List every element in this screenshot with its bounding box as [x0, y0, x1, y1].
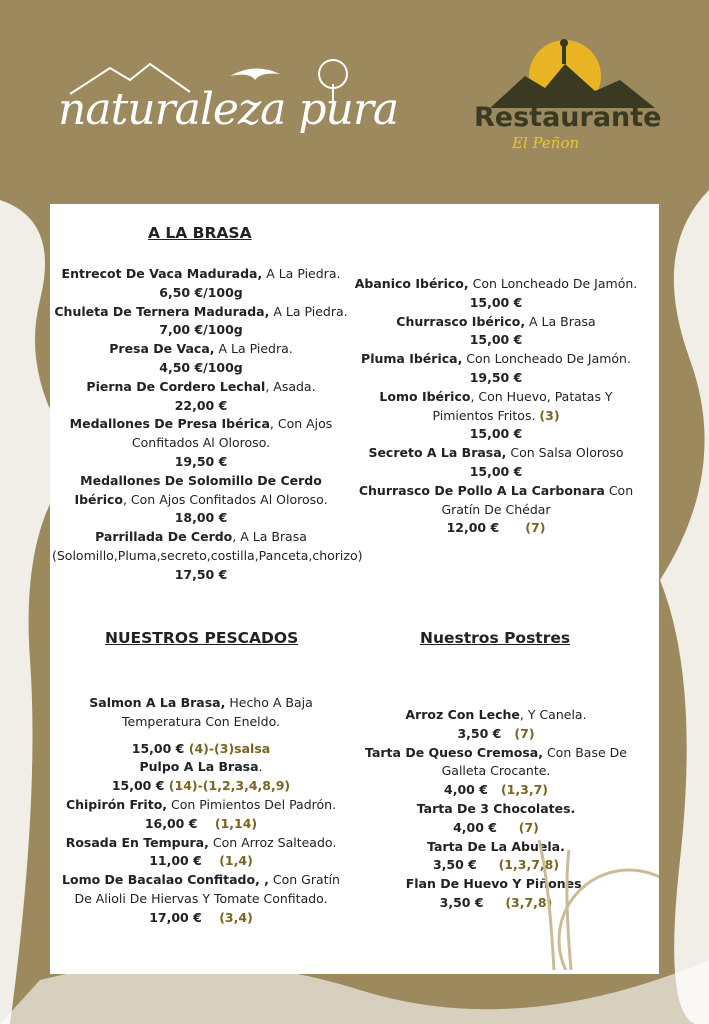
menu-item: [52, 340, 350, 378]
item-price: 15,00 €: [111, 778, 165, 794]
item-price: 15,00 €: [469, 294, 523, 310]
menu-item: [350, 388, 642, 444]
menu-item: [52, 415, 350, 471]
menu-item: [52, 378, 350, 416]
plate-cutlery-sketch-icon: [509, 820, 659, 970]
item-name: Lomo Ibérico: [379, 388, 471, 404]
item-price: 15,00 €: [469, 332, 523, 348]
menu-item: [52, 265, 350, 303]
item-allergens: (3,7,8): [505, 894, 553, 910]
item-desc: Con Salsa Oloroso: [506, 445, 624, 461]
item-name: Flan De Huevo Y Piñones.: [405, 876, 587, 892]
menu-item: [52, 303, 350, 341]
menu-item: [350, 313, 642, 351]
item-desc: Con Pimientos Del Padrón.: [167, 796, 337, 812]
item-allergens: (3): [539, 407, 560, 423]
item-allergens: (7): [525, 520, 546, 536]
item-price: 3,50 €: [457, 725, 502, 741]
item-price: 3,50 €: [432, 857, 477, 873]
item-allergens: (1,3,7): [500, 782, 548, 798]
header-band: [0, 0, 709, 160]
item-allergens: (7): [514, 725, 535, 741]
restaurante-el-penon-logo: [470, 36, 665, 156]
right-logo-subtitle: El Peñon: [512, 134, 580, 152]
item-price: 17,50 €: [174, 566, 228, 582]
item-desc: , Asada.: [265, 378, 316, 394]
item-price: 19,50 €: [469, 369, 523, 385]
item-name: Pulpo A La Brasa: [139, 759, 259, 775]
item-name: Abanico Ibérico,: [354, 276, 469, 291]
item-name: Parrillada De Cerdo: [95, 529, 233, 545]
item-price: 11,00 €: [149, 853, 202, 869]
item-price: 4,50 €/100g: [159, 359, 243, 375]
item-desc: Con Loncheado De Jamón.: [462, 351, 631, 367]
item-name: Tarta De Queso Cremosa,: [365, 744, 543, 760]
menu-item: [52, 694, 350, 732]
item-price: 15,00 €: [131, 740, 185, 756]
item-allergens: (1,3,7,8): [498, 857, 560, 873]
menu-item: [52, 796, 350, 834]
item-price: 15,00 €: [469, 463, 523, 479]
item-allergens: (1,14): [214, 815, 258, 831]
item-name: Arroz Con Leche: [405, 707, 520, 722]
left-logo-text: naturaleza pura: [58, 84, 399, 135]
item-price: 16,00 €: [144, 815, 198, 831]
item-name: Secreto A La Brasa,: [368, 445, 507, 461]
menu-item: [52, 834, 350, 872]
item-name: Salmon A La Brasa,: [89, 695, 226, 710]
item-name: Presa De Vaca,: [109, 341, 215, 357]
menu-item: [350, 444, 642, 482]
item-price: 15,00 €: [469, 426, 523, 442]
item-name: Chipirón Frito,: [65, 796, 168, 812]
item-name: Tarta De 3 Chocolates.: [416, 800, 576, 816]
item-price: 12,00 € (7): [446, 520, 546, 536]
item-name: Chuleta De Ternera Madurada,: [54, 303, 270, 319]
item-name: Lomo De Bacalao Confitado, ,: [62, 872, 269, 888]
item-desc: Con Arroz Salteado.: [208, 834, 337, 850]
menu-item: [52, 472, 350, 528]
naturaleza-pura-logo: [50, 60, 399, 140]
menu-item: [350, 744, 642, 800]
item-desc: A La Piedra.: [214, 341, 293, 357]
item-price: 17,00 €: [149, 909, 202, 925]
item-name: Rosada En Tempura,: [65, 834, 209, 850]
item-desc: Con Gratín De Chédar: [441, 482, 634, 517]
menu-item: [350, 350, 642, 388]
item-desc: A La Piedra.: [262, 266, 341, 281]
item-desc: Con Gratín De Alioli De Hiervas Y Tomate Confitado.: [74, 872, 340, 906]
item-desc: , Con Huevo, Patatas Y Pimientos Fritos.: [432, 388, 613, 423]
item-price: 7,00 €/100g: [159, 322, 243, 338]
section-title-brasa: A LA BRASA: [148, 224, 252, 242]
menu-item: [52, 528, 363, 584]
brasa-right-column: [350, 275, 642, 538]
item-price: 6,50 €/100g: [159, 284, 243, 300]
item-name: Medallones De Solomillo De Cerdo Ibérico: [74, 472, 322, 507]
section-title-postres: Nuestros Postres: [420, 629, 571, 647]
item-desc: Con Loncheado De Jamón.: [468, 276, 638, 291]
item-name: Churrasco De Pollo A La Carbonara: [358, 482, 605, 498]
item-allergens: (3,4): [219, 909, 253, 925]
item-allergens: (4)-(3)salsa: [188, 740, 271, 756]
menu-item: [350, 275, 642, 313]
brasa-left-column: [52, 265, 363, 585]
item-desc: , Y Canela.: [519, 707, 587, 722]
item-price: 19,50 €: [174, 453, 228, 469]
menu-item: [52, 758, 350, 796]
menu-item-price-row: [52, 740, 350, 759]
item-allergens: (14)-(1,2,3,4,8,9): [168, 778, 291, 794]
item-name: Pluma Ibérica,: [361, 351, 463, 367]
menu-item: [350, 706, 642, 744]
item-name: Medallones De Presa Ibérica: [69, 416, 270, 432]
item-desc: , Con Ajos Confitados Al Oloroso.: [122, 491, 328, 507]
item-price: 4,00 €: [444, 782, 488, 798]
item-price: 3,50 €: [439, 894, 484, 910]
item-name: Pierna De Cordero Lechal: [86, 378, 266, 394]
menu-item: [52, 871, 350, 927]
item-desc: , Con Ajos Confitados Al Oloroso.: [131, 416, 333, 451]
item-price: 4,00 €: [453, 819, 497, 835]
item-desc: Con Base De Galleta Crocante.: [441, 744, 627, 779]
item-desc: Hecho A Baja Temperatura Con Eneldo.: [122, 695, 313, 729]
item-desc: A La Piedra.: [269, 303, 348, 319]
pescados-column: [52, 694, 350, 928]
item-name: Entrecot De Vaca Madurada,: [61, 266, 263, 281]
item-allergens: (1,4): [219, 853, 253, 869]
item-desc: A La Brasa: [525, 313, 596, 329]
item-name: Tarta De La Abuela.: [427, 838, 565, 854]
sun-mountain-hiker-icon: [470, 36, 665, 108]
item-desc: , A La Brasa (Solomillo,Pluma,secreto,costilla,Panceta,chorizo): [52, 529, 363, 563]
menu-item: [350, 482, 642, 538]
item-desc: .: [258, 759, 263, 775]
section-title-pescados: NUESTROS PESCADOS: [105, 629, 299, 647]
right-logo-text: Restaurante: [474, 102, 662, 133]
item-price: 18,00 €: [174, 510, 228, 526]
item-price: 22,00 €: [174, 397, 228, 413]
item-name: Churrasco Ibérico,: [396, 313, 526, 329]
item-allergens: (7): [518, 819, 539, 835]
